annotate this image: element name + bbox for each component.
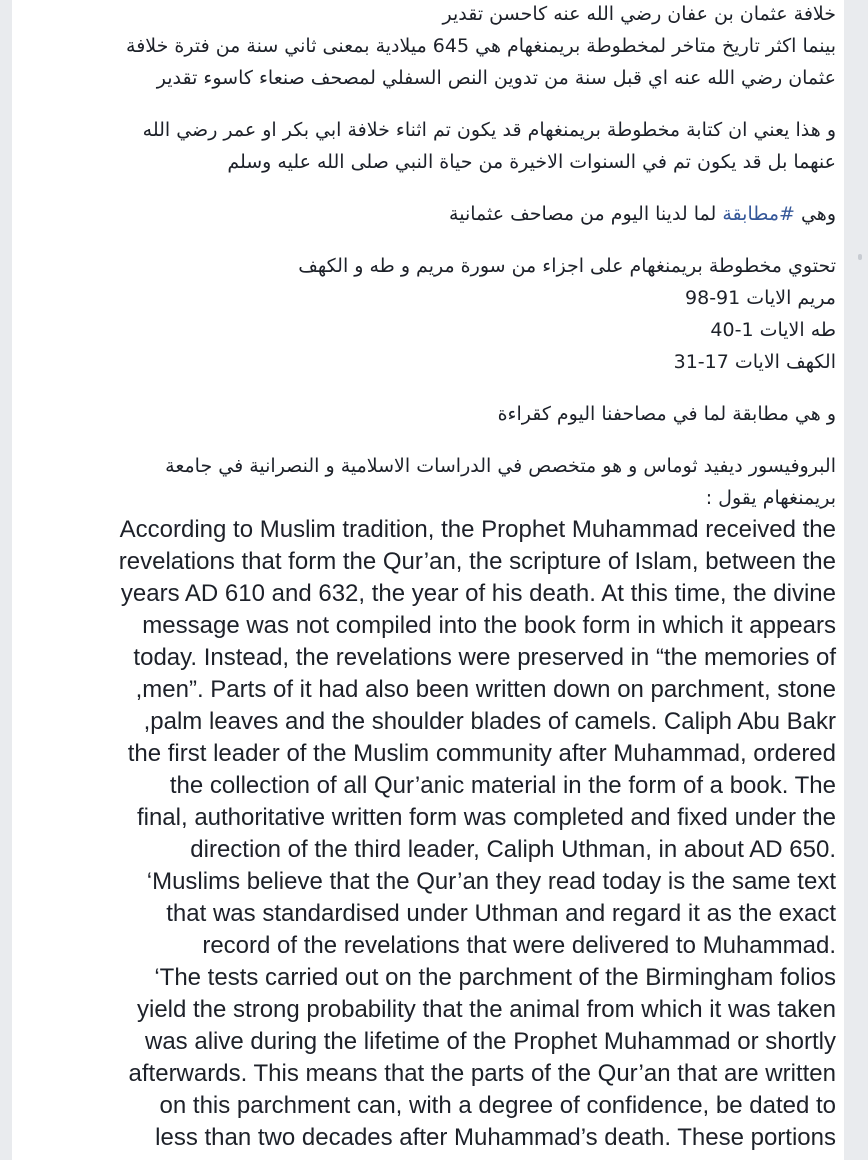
quote-line: that was standardised under Uthman and regard it as the exact	[166, 900, 836, 927]
quote-line: .record of the revelations that were delivered to Muhammad	[202, 932, 836, 959]
quote-line: According to Muslim tradition, the Prophet Muhammad received the	[119, 516, 836, 543]
quote-line: was alive during the lifetime of the Prophet Muhammad or shortly	[145, 1028, 836, 1055]
text-line: طه الايات 1-40	[710, 319, 836, 341]
quote-line: years AD 610 and 632, the year of his death. At this time, the divine	[120, 580, 836, 607]
post-body	[12, 0, 836, 1154]
quote-line: afterwards. This means that the parts of the Qur’an that are written	[128, 1060, 836, 1087]
paragraph-gap	[12, 178, 836, 198]
text-line: البروفيسور ديفيد ثوماس و هو متخصص في الدراسات الاسلامية و النصرانية في جامعة	[165, 455, 836, 477]
text-line	[72, 198, 836, 230]
text-line: الكهف الايات 17-31	[673, 351, 836, 373]
paragraph-gap	[12, 230, 836, 250]
text-line: خلافة عثمان بن عفان رضي الله عنه كاحسن تقدير	[442, 3, 836, 25]
paragraph-meaning	[12, 114, 836, 178]
text-line: و هي مطابقة لما في مصاحفنا اليوم كقراءة	[497, 403, 836, 425]
text-line: بريمنغهام يقول :	[705, 487, 836, 509]
paragraph-professor	[12, 450, 836, 514]
quote-line: yield the strong probability that the animal from which it was taken	[136, 996, 836, 1023]
quote-line: men”. Parts of it had also been written down on parchment, stone,	[135, 676, 836, 703]
paragraph-gap	[12, 94, 836, 114]
quote-english	[12, 514, 836, 1154]
quote-line: revelations that form the Qur’an, the scripture of Islam, between the	[118, 548, 836, 575]
paragraph-hashtag	[12, 198, 836, 230]
post-card	[12, 0, 844, 1160]
quote-line: the collection of all Qur’anic material in the form of a book. The	[169, 772, 836, 799]
paragraph-dating	[12, 0, 836, 94]
paragraph-contents	[12, 250, 836, 378]
quote-line: Muslims believe that the Qur’an they read today is the same text‘	[146, 868, 836, 895]
quote-line: message was not compiled into the book form in which it appears	[142, 612, 836, 639]
quote-line: the first leader of the Muslim community after Muhammad, ordered	[127, 740, 836, 767]
quote-line: .direction of the third leader, Caliph Uthman, in about AD 650	[190, 836, 836, 863]
text-line: و هذا يعني ان كتابة مخطوطة بريمنغهام قد يكون تم اثناء خلافة ابي بكر او عمر رضي الله	[142, 119, 836, 141]
text-line: تحتوي مخطوطة بريمنغهام على اجزاء من سورة مريم و طه و الكهف	[298, 255, 836, 277]
paragraph-gap	[12, 430, 836, 450]
text-line: عنهما بل قد يكون تم في السنوات الاخيرة من حياة النبي صلى الله عليه وسلم	[227, 151, 836, 173]
hashtag-suffix: لما لدينا اليوم من مصاحف عثمانية	[449, 203, 723, 225]
scroll-edge-marker	[858, 254, 862, 260]
paragraph-gap	[12, 378, 836, 398]
quote-line: palm leaves and the shoulder blades of camels. Caliph Abu Bakr,	[143, 708, 836, 735]
hashtag-prefix: وهي	[794, 203, 836, 225]
text-line: بينما اكثر تاريخ متاخر لمخطوطة بريمنغهام هي 645 ميلادية بمعنى ثاني سنة من فترة خلافة	[126, 35, 836, 57]
quote-line: final, authoritative written form was completed and fixed under the	[136, 804, 836, 831]
quote-line: on this parchment can, with a degree of confidence, be dated to	[159, 1092, 836, 1119]
hashtag-link[interactable]: #مطابقة	[722, 203, 795, 225]
text-line: مريم الايات 91-98	[685, 287, 836, 309]
text-line: عثمان رضي الله عنه اي قبل سنة من تدوين النص السفلي لمصحف صنعاء كاسوء تقدير	[156, 67, 836, 89]
quote-line: today. Instead, the revelations were preserved in “the memories of	[133, 644, 836, 671]
paragraph-match	[12, 398, 836, 430]
quote-line: less than two decades after Muhammad’s death. These portions	[155, 1124, 836, 1151]
quote-line: The tests carried out on the parchment of the Birmingham folios‘	[154, 964, 836, 991]
